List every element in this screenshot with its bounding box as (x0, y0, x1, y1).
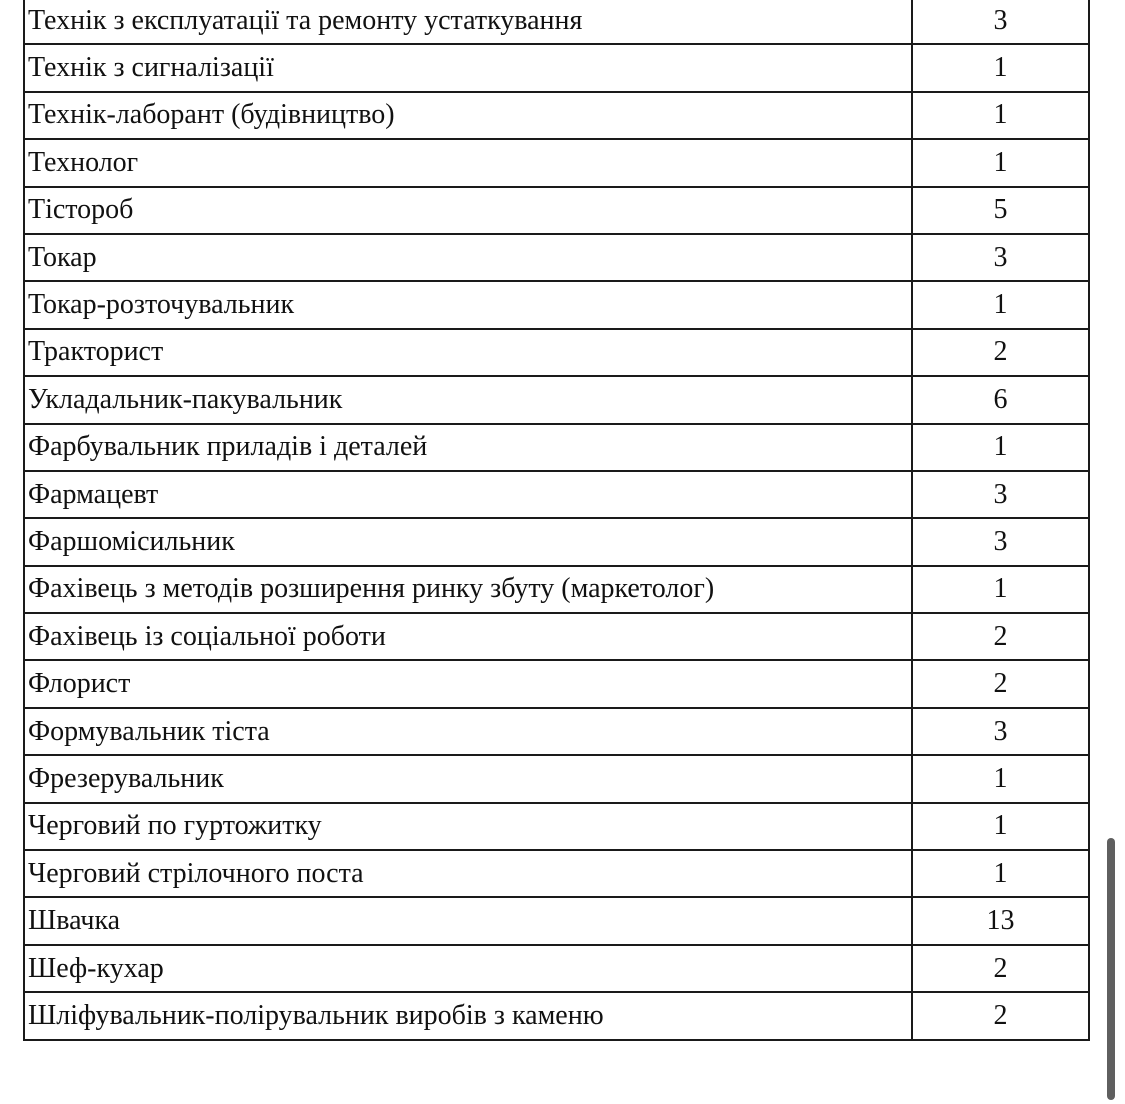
profession-cell: Флорист (24, 660, 912, 707)
table-row (24, 0, 1089, 44)
table-row (24, 850, 1089, 897)
table-row (24, 613, 1089, 660)
table-row (24, 471, 1089, 518)
table-row (24, 566, 1089, 613)
profession-cell: Черговий по гуртожитку (24, 803, 912, 850)
profession-cell: Шеф-кухар (24, 945, 912, 992)
table-row (24, 281, 1089, 328)
vacancy-count-cell: 2 (912, 660, 1089, 707)
table-row (24, 518, 1089, 565)
profession-cell: Токар-розточувальник (24, 281, 912, 328)
vacancy-count-cell: 1 (912, 803, 1089, 850)
vacancy-count-cell: 1 (912, 44, 1089, 91)
vacancy-count-cell: 6 (912, 376, 1089, 423)
vacancy-count-cell: 1 (912, 139, 1089, 186)
vacancy-count-cell: 3 (912, 471, 1089, 518)
vacancy-count-cell: 1 (912, 566, 1089, 613)
profession-cell: Технолог (24, 139, 912, 186)
profession-cell: Тістороб (24, 187, 912, 234)
table-row (24, 376, 1089, 423)
table-row (24, 187, 1089, 234)
table-row (24, 44, 1089, 91)
table-row (24, 234, 1089, 281)
vacancy-count-cell: 2 (912, 992, 1089, 1039)
table-row (24, 945, 1089, 992)
vacancy-count-cell: 1 (912, 755, 1089, 802)
table-row (24, 897, 1089, 944)
profession-cell: Фармацевт (24, 471, 912, 518)
profession-cell: Технік з сигналізації (24, 44, 912, 91)
profession-cell: Фрезерувальник (24, 755, 912, 802)
table-row (24, 803, 1089, 850)
vacancy-table (23, 0, 1090, 1041)
vertical-scrollbar-thumb[interactable] (1107, 838, 1115, 1100)
profession-cell: Формувальник тіста (24, 708, 912, 755)
vacancy-count-cell: 5 (912, 187, 1089, 234)
table-row (24, 329, 1089, 376)
vacancy-count-cell: 3 (912, 708, 1089, 755)
profession-cell: Шліфувальник-полірувальник виробів з каменю (24, 992, 912, 1039)
vacancy-count-cell: 2 (912, 613, 1089, 660)
table-row (24, 139, 1089, 186)
table-row (24, 660, 1089, 707)
vacancy-count-cell: 2 (912, 945, 1089, 992)
profession-cell: Черговий стрілочного поста (24, 850, 912, 897)
vacancy-count-cell: 1 (912, 850, 1089, 897)
table-row (24, 992, 1089, 1039)
profession-cell: Фахівець із соціальної роботи (24, 613, 912, 660)
profession-cell: Технік-лаборант (будівництво) (24, 92, 912, 139)
profession-cell: Технік з експлуатації та ремонту устаткування (24, 0, 912, 44)
profession-cell: Швачка (24, 897, 912, 944)
vacancy-count-cell: 1 (912, 424, 1089, 471)
vacancy-count-cell: 1 (912, 281, 1089, 328)
vacancy-count-cell: 2 (912, 329, 1089, 376)
profession-cell: Фаршомісильник (24, 518, 912, 565)
profession-cell: Тракторист (24, 329, 912, 376)
table-row (24, 424, 1089, 471)
profession-cell: Укладальник-пакувальник (24, 376, 912, 423)
vacancy-count-cell: 13 (912, 897, 1089, 944)
vacancy-count-cell: 3 (912, 234, 1089, 281)
profession-cell: Фахівець з методів розширення ринку збуту (маркетолог) (24, 566, 912, 613)
vacancy-count-cell: 3 (912, 0, 1089, 44)
table-row (24, 92, 1089, 139)
vacancy-count-cell: 3 (912, 518, 1089, 565)
profession-cell: Фарбувальник приладів і деталей (24, 424, 912, 471)
vacancy-count-cell: 1 (912, 92, 1089, 139)
vacancy-table-body (24, 0, 1089, 1040)
table-row (24, 708, 1089, 755)
table-row (24, 755, 1089, 802)
profession-cell: Токар (24, 234, 912, 281)
